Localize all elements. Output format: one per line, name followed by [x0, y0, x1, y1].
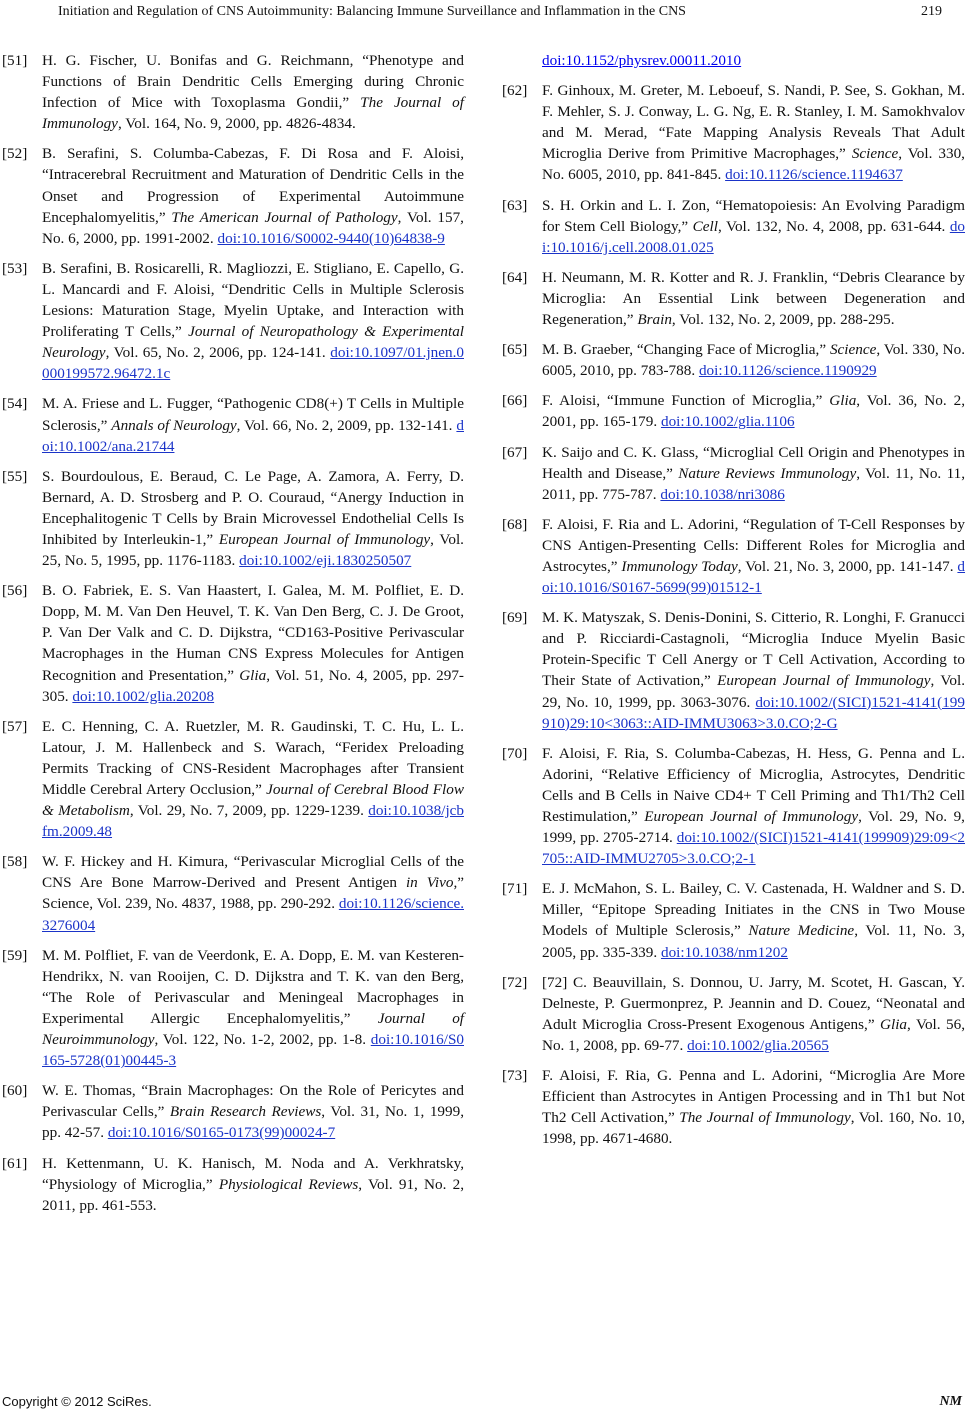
reference-citation: S. H. Orkin and L. I. Zon, “Hematopoiesis: An Evolving Paradigm for Stem Cell Biology,” — [542, 196, 965, 235]
reference-details: , Vol. 132, No. 2, 2009, pp. 288-295. — [671, 311, 895, 329]
reference-text — [542, 1065, 965, 1149]
doi-link[interactable]: doi:10.1016/S0165-0173(99)00024-7 — [107, 1124, 336, 1142]
reference-details: , Vol. 330, No. 6005, 2010, pp. 783-788. — [542, 341, 965, 380]
reference-entry — [2, 258, 464, 385]
running-title: Initiation and Regulation of CNS Autoimmunity: Balancing Immune Surveillance and Inflammation in the CNS — [58, 4, 686, 19]
reference-details: , Vol. 66, No. 2, 2009, pp. 132-141. — [236, 416, 457, 434]
doi-link[interactable]: doi:10.1126/science.3276004 — [42, 895, 464, 934]
doi-link[interactable]: doi:10.1002/glia.1106 — [660, 413, 795, 431]
reference-text — [42, 1153, 464, 1216]
reference-number: [72] — [502, 973, 528, 991]
reference-text — [542, 442, 965, 505]
reference-journal: Science — [829, 341, 877, 359]
doi-link[interactable]: doi:10.1038/jcbfm.2009.48 — [42, 802, 464, 841]
reference-details: , Vol. 11, No. 11, 2011, pp. 775-787. — [542, 464, 965, 503]
references-left-column — [2, 50, 464, 1225]
reference-number: [60] — [2, 1082, 28, 1100]
reference-number: [67] — [502, 443, 528, 461]
reference-text — [542, 339, 965, 381]
reference-text — [542, 195, 965, 258]
reference-entry — [502, 195, 965, 258]
reference-journal: Journal of Cerebral Blood Flow & Metabolism — [42, 781, 464, 820]
reference-citation: F. Aloisi, F. Ria, G. Penna and L. Adorini, “Microglia Are More Efficient than Astrocytes in Antigen Processing and in Th1 but Not Th2 Cell Activation,” — [542, 1067, 965, 1127]
reference-citation: M. A. Friese and L. Fugger, “Pathogenic CD8(+) T Cells in Multiple Sclerosis,” — [42, 395, 464, 434]
reference-journal: European Journal of Immunology — [717, 672, 931, 690]
reference-number: [68] — [502, 515, 528, 533]
doi-link[interactable]: doi:10.1002/eji.1830250507 — [239, 552, 412, 570]
reference-entry — [502, 339, 965, 381]
reference-entry — [2, 143, 464, 248]
reference-text — [42, 50, 464, 134]
reference-citation: H. G. Fischer, U. Bonifas and G. Reichmann, “Phenotype and Functions of Brain Dendritic Cells Emerging during Chronic Infection of Mice with Toxoplasma Gondii,” — [42, 52, 464, 112]
reference-citation: B. O. Fabriek, E. S. Van Haastert, I. Galea, M. M. Polfliet, E. D. Dopp, M. M. Van Den Heuvel, T. K. Van Den Berg, C. J. De Groot, P. Van Der Valk and C. D. Dijkstra, “CD163-Positive Perivascular Macrophages in the Human CNS Express Molecules for Antigen Recognition and Presentation,” — [42, 582, 464, 684]
reference-journal: Immunology Today — [621, 557, 738, 575]
reference-entry — [2, 393, 464, 456]
reference-number: [73] — [502, 1067, 528, 1085]
doi-link[interactable]: doi:10.1002/(SICI)1521-4141(199909)29:09<2705::AID-IMMU2705>3.0.CO;2-1 — [542, 829, 965, 868]
reference-number: [54] — [2, 395, 28, 413]
reference-number: [62] — [502, 82, 528, 100]
reference-entry — [502, 743, 965, 870]
reference-journal: Brain Research Reviews — [169, 1103, 322, 1121]
reference-details: , Vol. 36, No. 2, 2001, pp. 165-179. — [542, 392, 965, 431]
reference-citation: B. Serafini, S. Columba-Cabezas, F. Di Rosa and F. Aloisi, “Intracerebral Recruitment and Maturation of Dendritic Cells in the Onset and Progression of Experimental Autoimmune Encephalomyelitis,” — [42, 145, 464, 226]
reference-journal: Journal of Neuropathology & Experimental Neurology — [42, 323, 465, 362]
reference-entry — [502, 607, 965, 734]
journal-abbreviation: NM — [939, 1394, 962, 1409]
reference-entry — [502, 267, 965, 330]
reference-journal: Glia — [829, 392, 857, 410]
reference-citation: H. Kettenmann, U. K. Hanisch, M. Noda and A. Verkhratsky, “Physiology of Microglia,” — [42, 1154, 464, 1193]
reference-details: , Vol. 56, No. 1, 2008, pp. 69-77. — [542, 1015, 965, 1054]
reference-citation: W. F. Hickey and H. Kimura, “Perivascular Microglial Cells of the CNS Are Bone Marrow-Derived and Present Antigen — [42, 853, 464, 892]
reference-entry — [502, 514, 965, 598]
reference-citation: M. K. Matyszak, S. Denis-Donini, S. Citterio, R. Longhi, F. Granucci and P. Ricciardi-Castagnoli, “Microglia Induce Myelin Basic Protein-Specific T Cell Anergy or T Cell Activation, According to Their State of Activation,” — [542, 609, 965, 690]
reference-entry — [502, 390, 965, 432]
doi-link[interactable]: doi:10.1097/01.jnen.0000199572.96472.1c — [42, 344, 464, 383]
reference-details: , Vol. 29, No. 10, 1999, pp. 3063-3076. — [542, 672, 965, 711]
reference-citation: B. Serafini, B. Rosicarelli, R. Magliozzi, E. Stigliano, E. Capello, G. L. Mancardi and F. Aloisi, “Dendritic Cells in Multiple Sclerosis Lesions: Maturation Stage, Myelin Uptake, and Interaction with Proliferating T Cells,” — [42, 259, 464, 341]
doi-link[interactable]: doi:10.1002/ana.21744 — [42, 416, 464, 455]
reference-details: , Vol. 122, No. 1-2, 2002, pp. 1-8. — [154, 1031, 371, 1049]
reference-text — [42, 393, 464, 456]
reference-entry — [2, 945, 464, 1072]
reference-journal: Brain — [637, 311, 672, 329]
reference-number: [69] — [502, 609, 528, 627]
reference-citation: K. Saijo and C. K. Glass, “Microglial Cell Origin and Phenotypes in Health and Disease,” — [542, 443, 965, 482]
reference-entry — [2, 1080, 464, 1143]
reference-citation: F. Aloisi, F. Ria, S. Columba-Cabezas, H. Hess, G. Penna and L. Adorini, “Relative Efficiency of Microglia, Astrocytes, Dendritic Cells and B Cells in Naive CD4+ T Cell Priming and Th1/Th2 Cell Restimulation,” — [542, 744, 965, 825]
doi-link[interactable]: doi:10.1016/S0002-9440(10)64838-9 — [217, 229, 445, 247]
reference-journal: The Journal of Immunology — [42, 94, 464, 133]
reference-entry — [2, 50, 464, 134]
reference-number: [52] — [2, 145, 28, 163]
doi-link[interactable]: doi:10.1002/(SICI)1521-4141(199910)29:10<3063::AID-IMMU3063>3.0.CO;2-G — [542, 693, 965, 732]
reference-entry — [502, 80, 965, 185]
reference-text — [42, 143, 464, 248]
continued-reference — [502, 50, 965, 71]
reference-details: , Vol. 330, No. 6005, 2010, pp. 841-845. — [542, 145, 965, 184]
reference-details: , Vol. 91, No. 2, 2011, pp. 461-553. — [42, 1175, 464, 1214]
doi-link[interactable]: doi:10.1002/glia.20208 — [72, 687, 215, 705]
reference-details: ,” Science, Vol. 239, No. 4837, 1988, pp. 290-292. — [42, 874, 464, 913]
reference-text — [542, 514, 965, 598]
reference-journal: Science — [851, 145, 899, 163]
reference-journal: Annals of Neurology — [111, 416, 237, 434]
reference-citation: F. Aloisi, F. Ria and L. Adorini, “Regulation of T-Cell Responses by CNS Antigen-Presenting Cells: Different Roles for Microglia and Astrocytes,” — [542, 515, 965, 575]
reference-entry — [502, 442, 965, 505]
reference-number: [64] — [502, 268, 528, 286]
reference-journal: Glia — [239, 666, 267, 684]
reference-entry — [2, 580, 464, 707]
reference-details: , Vol. 29, No. 9, 1999, pp. 2705-2714. — [542, 808, 965, 847]
reference-citation: F. Ginhoux, M. Greter, M. Leboeuf, S. Nandi, P. See, S. Gokhan, M. F. Mehler, S. J. Conway, L. G. Ng, E. R. Stanley, I. M. Samokhvalov and M. Merad, “Fate Mapping Analysis Reveals That Adult Microglia Derive from Primitive Macrophages,” — [542, 82, 965, 163]
reference-journal: The American Journal of Pathology — [171, 208, 398, 226]
reference-text — [542, 390, 965, 432]
reference-text — [542, 80, 965, 185]
reference-citation: E. C. Henning, C. A. Ruetzler, M. R. Gaudinski, T. C. Hu, L. L. Latour, J. M. Hallenbeck and S. Warach, “Feridex Preloading Permits Tracking of CNS-Resident Macrophages after Transient Middle Cerebral Artery Occlusion,” — [42, 717, 464, 798]
reference-number: [51] — [2, 52, 28, 69]
reference-journal: Physiological Reviews — [218, 1175, 359, 1193]
reference-journal: European Journal of Immunology — [644, 808, 859, 825]
reference-number: [70] — [502, 744, 528, 762]
reference-text — [542, 743, 965, 870]
doi-link[interactable]: doi:10.1038/nri3086 — [660, 485, 785, 503]
reference-number: [61] — [2, 1154, 28, 1172]
reference-text — [42, 945, 464, 1072]
reference-details: , Vol. 25, No. 5, 1995, pp. 1176-1183. — [42, 530, 464, 570]
running-header — [0, 0, 968, 24]
reference-journal: Nature Reviews Immunology — [678, 464, 857, 482]
reference-text — [542, 972, 965, 1056]
reference-text — [42, 851, 464, 935]
doi-link[interactable]: doi:10.1016/S0167-5699(99)01512-1 — [542, 557, 966, 597]
reference-details: , Vol. 21, No. 3, 2000, pp. 141-147. — [737, 557, 958, 575]
reference-number: [58] — [2, 853, 28, 871]
reference-number: [53] — [2, 259, 28, 277]
reference-entry — [2, 716, 464, 843]
doi-link[interactable]: doi:10.1002/glia.20565 — [687, 1036, 829, 1054]
reference-citation: H. Neumann, M. R. Kotter and R. J. Franklin, “Debris Clearance by Microglia: An Essential Link between Degeneration and Regeneration,” — [542, 268, 965, 329]
reference-journal: Nature Medicine — [748, 922, 855, 940]
reference-entry — [502, 878, 965, 962]
reference-details: , Vol. 160, No. 10, 1998, pp. 4671-4680. — [542, 1109, 965, 1148]
reference-details: , Vol. 51, No. 4, 2005, pp. 297-305. — [42, 666, 464, 705]
reference-journal: Cell — [692, 217, 718, 235]
reference-entry — [2, 851, 464, 935]
reference-journal: in Vivo — [405, 874, 454, 892]
page-footer — [0, 1394, 968, 1416]
reference-text — [542, 607, 965, 734]
reference-number: [59] — [2, 946, 28, 964]
reference-text — [42, 466, 464, 571]
doi-link[interactable]: doi:10.1016/j.cell.2008.01.025 — [542, 217, 965, 256]
reference-text — [542, 878, 965, 962]
reference-number: [55] — [2, 467, 28, 485]
reference-text — [42, 580, 464, 707]
reference-number: [66] — [502, 392, 528, 410]
reference-text — [542, 267, 965, 330]
reference-entry — [2, 1153, 464, 1216]
reference-entry — [502, 972, 965, 1056]
reference-details: , Vol. 29, No. 7, 2009, pp. 1229-1239. — [129, 802, 369, 820]
reference-number: [71] — [502, 880, 528, 898]
reference-journal: Journal of Neuroimmunology — [42, 1009, 465, 1049]
reference-text — [42, 258, 464, 385]
doi-link[interactable]: doi:10.1016/S0165-5728(01)00445-3 — [42, 1031, 464, 1070]
reference-details: , Vol. 157, No. 6, 2000, pp. 1991-2002. — [42, 208, 464, 247]
reference-citation: W. E. Thomas, “Brain Macrophages: On the Role of Pericytes and Perivascular Cells,” — [42, 1082, 464, 1121]
reference-citation: S. Bourdoulous, E. Beraud, C. Le Page, A. Zamora, A. Ferry, D. Bernard, A. D. Strosberg and P. O. Couraud, “Anergy Induction in Encephalitogenic T Cells by Brain Microvessel Endothelial Cells Is Inhibited by Interleukin-1,” — [42, 467, 464, 548]
reference-entry — [502, 1065, 965, 1149]
reference-journal: European Journal of Immunology — [218, 530, 431, 548]
references-right-column — [502, 50, 965, 1158]
reference-citation: M. M. Polfliet, F. van de Veerdonk, E. A. Dopp, E. M. van Kesteren-Hendrikx, N. van Rooijen, C. D. Dijkstra and T. K. van den Berg, “The Role of Perivascular and Meningeal Macrophages in Experimental Allergic Encephalomyelitis,” — [42, 946, 464, 1027]
reference-number: [65] — [502, 341, 528, 359]
reference-citation: F. Aloisi, “Immune Function of Microglia,” — [542, 392, 830, 410]
reference-citation: [72] C. Beauvillain, S. Donnou, U. Jarry, M. Scotet, H. Gascan, Y. Delneste, P. Guermonprez, P. Jeannin and D. Couez, “Neonatal and Adult Microglia Cross-Present Exogenous Antigens,” — [542, 973, 965, 1033]
reference-journal: Glia — [880, 1015, 908, 1033]
reference-details: , Vol. 164, No. 9, 2000, pp. 4826-4834. — [117, 115, 356, 133]
reference-details: , Vol. 132, No. 4, 2008, pp. 631-644. — [717, 217, 950, 235]
reference-entry — [2, 466, 464, 571]
page-number: 219 — [921, 4, 942, 19]
doi-link[interactable]: doi:10.1126/science.1194637 — [725, 166, 903, 184]
reference-citation: M. B. Graeber, “Changing Face of Microglia,” — [542, 341, 830, 359]
reference-journal: The Journal of Immunology — [679, 1109, 851, 1127]
doi-link[interactable]: doi:10.1152/physrev.00011.2010 — [542, 52, 742, 69]
reference-details: , Vol. 11, No. 3, 2005, pp. 335-339. — [542, 922, 966, 961]
reference-details: , Vol. 65, No. 2, 2006, pp. 124-141. — [105, 344, 331, 362]
doi-link[interactable]: doi:10.1038/nm1202 — [660, 943, 788, 961]
reference-text — [42, 716, 464, 843]
reference-number: [56] — [2, 582, 28, 600]
doi-link[interactable]: doi:10.1126/science.1190929 — [698, 362, 877, 380]
reference-details: , Vol. 31, No. 1, 1999, pp. 42-57. — [42, 1103, 464, 1142]
reference-text — [42, 1080, 464, 1143]
reference-citation: E. J. McMahon, S. L. Bailey, C. V. Castenada, H. Waldner and S. D. Miller, “Epitope Spreading Initiates in the CNS in Two Mouse Models of Multiple Sclerosis,” — [542, 880, 965, 940]
reference-number: [63] — [502, 196, 528, 214]
copyright-notice: Copyright © 2012 SciRes. — [2, 1394, 152, 1409]
reference-number: [57] — [2, 717, 28, 735]
